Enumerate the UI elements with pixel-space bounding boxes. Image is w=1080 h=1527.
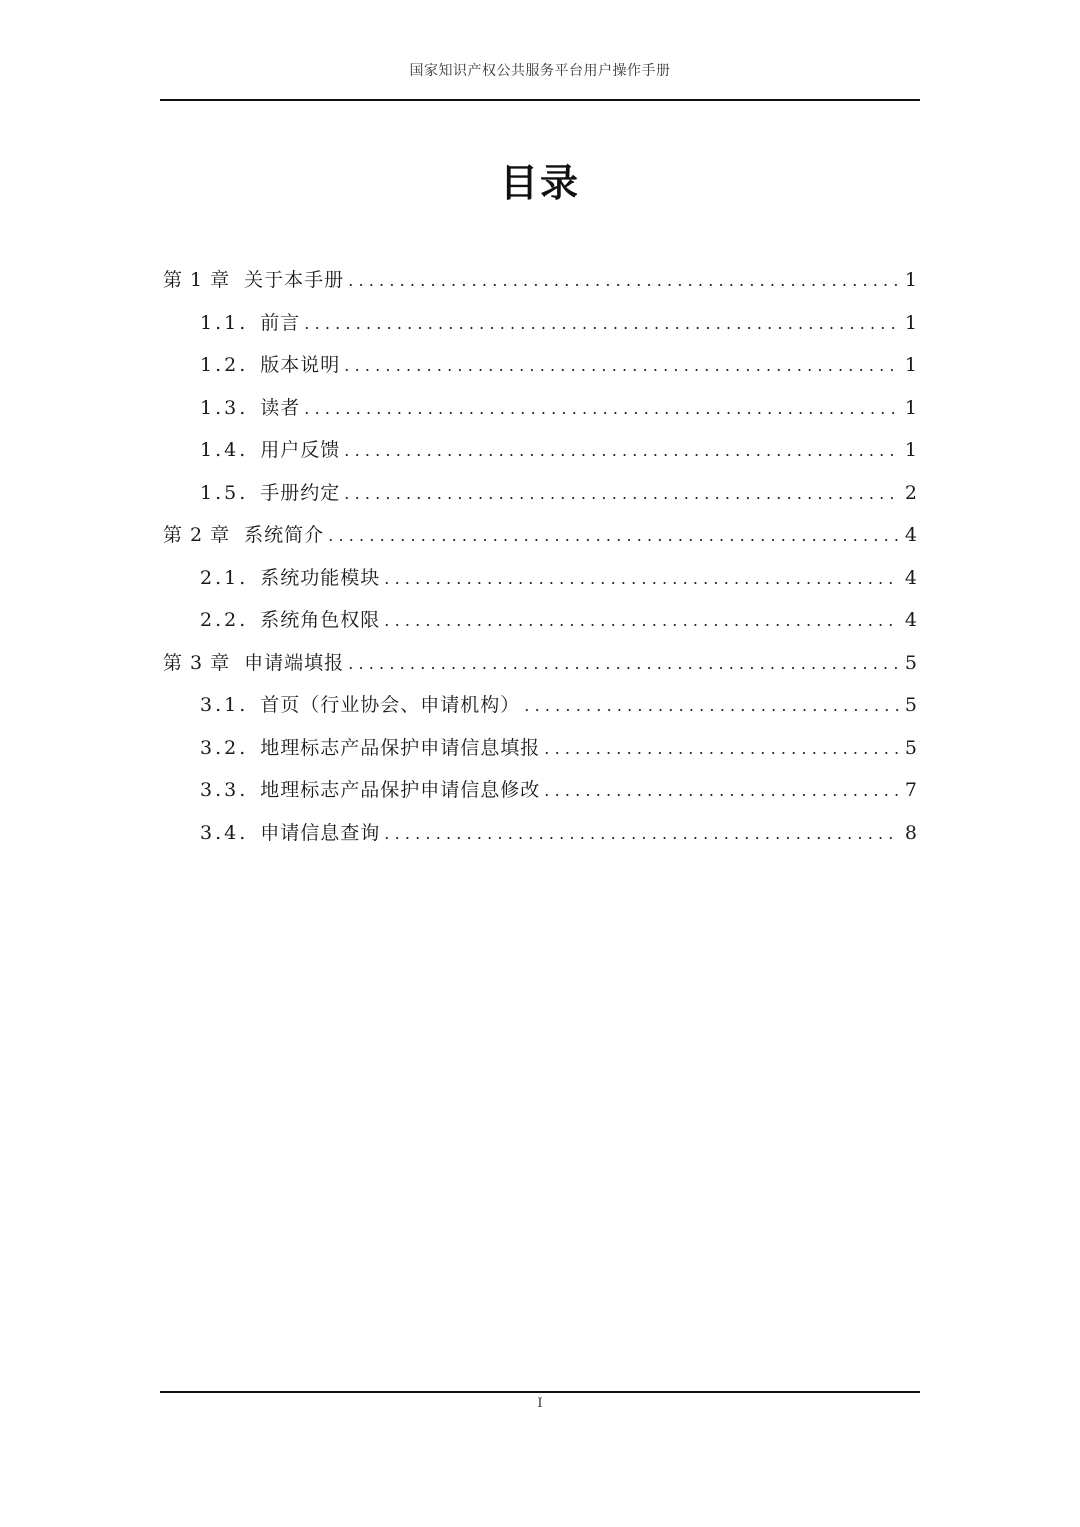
toc-dot-leader	[524, 685, 899, 728]
toc-entry-title: 系统简介	[244, 524, 325, 546]
toc-entry-number: 2.1.	[200, 566, 249, 589]
header-rule	[160, 99, 920, 101]
toc-entry-number: 第 1 章	[163, 269, 231, 291]
toc-entry-page: 1	[904, 269, 917, 291]
toc-dot-leader	[304, 388, 899, 431]
toc-entry-title: 申请端填报	[244, 651, 345, 674]
toc-entry-number: 第 3 章	[163, 651, 231, 674]
toc-entry-number: 1.4.	[200, 439, 249, 461]
toc-entry[interactable]	[163, 557, 917, 600]
toc-entry-number: 第 2 章	[163, 524, 231, 546]
toc-entry-title: 用户反馈	[260, 439, 341, 461]
toc-entry-page: 1	[904, 354, 917, 376]
toc-dot-leader	[344, 430, 899, 473]
page-title: 目录	[499, 161, 580, 205]
toc-entry-title: 关于本手册	[244, 269, 345, 291]
toc-entry-number: 1.1.	[200, 311, 249, 334]
toc-dot-leader	[544, 770, 899, 813]
toc-entry-title: 前言	[260, 311, 301, 334]
toc-entry-title: 手册约定	[260, 481, 341, 504]
toc-dot-leader	[348, 643, 899, 686]
toc-entry-page: 5	[904, 736, 917, 759]
toc-entry-number: 1.3.	[200, 396, 249, 419]
page-number: I	[537, 1396, 543, 1411]
toc-dot-leader	[348, 260, 899, 303]
toc-entry-title: 系统功能模块	[260, 566, 381, 589]
toc-entry[interactable]	[163, 599, 917, 642]
toc-entry[interactable]	[163, 472, 917, 515]
toc-entry-title: 版本说明	[260, 354, 341, 376]
toc-entry-title: 首页（行业协会、申请机构）	[260, 694, 521, 716]
toc-entry-number: 3.1.	[200, 694, 249, 716]
toc-entry-page: 4	[904, 524, 917, 546]
toc-entry-page: 5	[904, 694, 917, 716]
footer-rule	[160, 1391, 920, 1393]
toc-entry-page: 1	[904, 439, 917, 461]
toc-dot-leader	[384, 813, 899, 856]
toc-entry[interactable]	[163, 387, 917, 430]
toc-entry-number: 3.2.	[200, 736, 249, 759]
toc-entry[interactable]	[163, 684, 917, 727]
toc-entry-title: 系统角色权限	[260, 609, 381, 631]
toc-dot-leader	[304, 303, 899, 346]
toc-entry-page: 7	[904, 779, 917, 801]
toc-entry[interactable]	[163, 812, 917, 855]
toc-dot-leader	[544, 728, 899, 771]
toc-entry[interactable]	[163, 642, 917, 685]
toc-entry-page: 1	[904, 311, 917, 334]
toc-entry-title: 读者	[260, 396, 301, 419]
toc-entry-number: 2.2.	[200, 609, 249, 631]
running-header: 国家知识产权公共服务平台用户操作手册	[409, 63, 671, 79]
table-of-contents	[163, 259, 917, 854]
toc-entry-page: 4	[904, 609, 917, 631]
toc-entry[interactable]	[163, 514, 917, 557]
toc-dot-leader	[344, 473, 899, 516]
toc-entry[interactable]	[163, 344, 917, 387]
toc-entry-page: 5	[904, 651, 917, 674]
toc-entry-page: 2	[904, 481, 917, 504]
toc-entry-page: 8	[904, 821, 917, 844]
toc-dot-leader	[384, 600, 899, 643]
toc-entry[interactable]	[163, 429, 917, 472]
toc-entry[interactable]	[163, 769, 917, 812]
toc-dot-leader	[344, 345, 899, 388]
toc-entry-number: 3.4.	[200, 821, 249, 844]
toc-entry-number: 1.5.	[200, 481, 249, 504]
toc-entry[interactable]	[163, 259, 917, 302]
toc-entry-title: 申请信息查询	[260, 821, 381, 844]
toc-entry-title: 地理标志产品保护申请信息修改	[260, 779, 541, 801]
toc-entry-number: 1.2.	[200, 354, 249, 376]
toc-dot-leader	[328, 515, 899, 558]
toc-entry-number: 3.3.	[200, 779, 249, 801]
toc-entry[interactable]	[163, 302, 917, 345]
toc-entry-title: 地理标志产品保护申请信息填报	[260, 736, 541, 759]
toc-entry-page: 1	[904, 396, 917, 419]
toc-entry[interactable]	[163, 727, 917, 770]
toc-dot-leader	[384, 558, 899, 601]
toc-entry-page: 4	[904, 566, 917, 589]
